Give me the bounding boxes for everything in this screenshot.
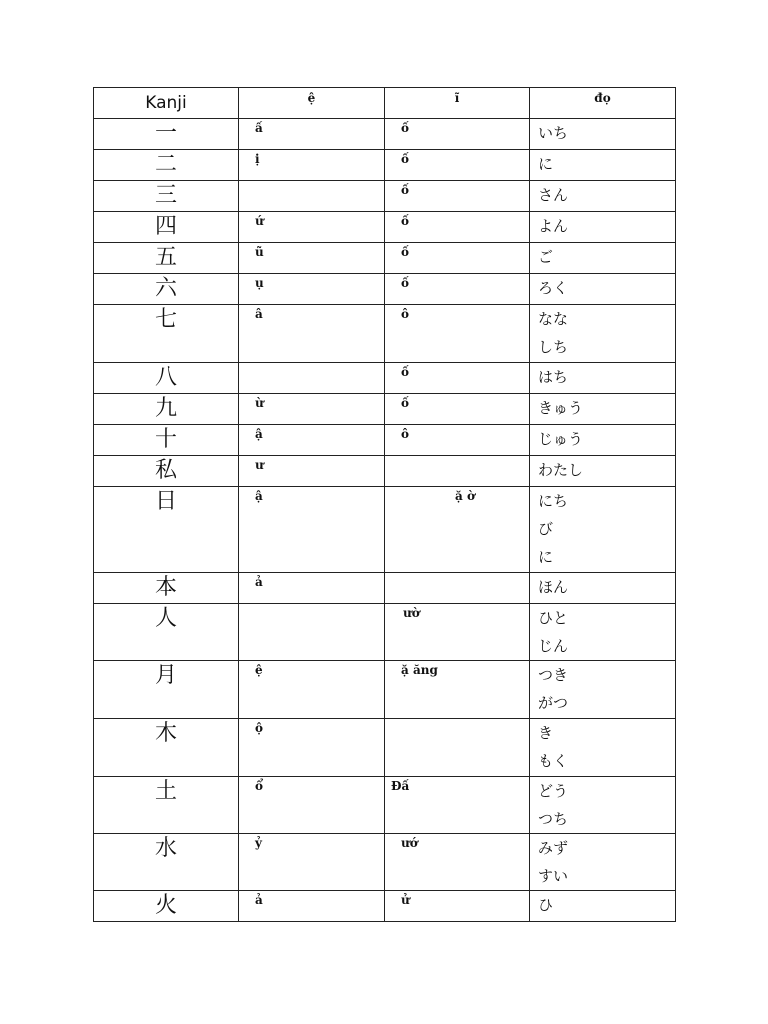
reading-2-cell bbox=[385, 573, 530, 604]
kanji-cell: 木 bbox=[94, 719, 239, 777]
kana-reading: よん bbox=[538, 217, 569, 235]
reading-1-cell: ổ bbox=[239, 777, 385, 834]
kanji-cell: 十 bbox=[94, 425, 239, 456]
kanji-cell: 四 bbox=[94, 212, 239, 243]
kana-reading: すい bbox=[538, 867, 569, 885]
kanji-cell: 五 bbox=[94, 243, 239, 274]
table-row bbox=[94, 425, 676, 456]
kanji-cell: 本 bbox=[94, 573, 239, 604]
reading-2-cell: ườ bbox=[385, 604, 530, 661]
table-row bbox=[94, 573, 676, 604]
kana-reading: ほん bbox=[538, 578, 569, 596]
reading-1-cell: ả bbox=[239, 891, 385, 922]
reading-2-cell bbox=[385, 719, 530, 777]
kana-cell bbox=[530, 425, 676, 456]
kana-cell bbox=[530, 456, 676, 487]
kana-cell bbox=[530, 181, 676, 212]
kana-reading: じゅう bbox=[538, 430, 584, 448]
header-row bbox=[94, 88, 676, 119]
kanji-cell: 一 bbox=[94, 119, 239, 150]
table-row bbox=[94, 119, 676, 150]
kana-reading: ひと bbox=[538, 609, 569, 627]
kanji-cell: 人 bbox=[94, 604, 239, 661]
table-row bbox=[94, 834, 676, 891]
kanji-cell: 八 bbox=[94, 363, 239, 394]
reading-2-cell: ố bbox=[385, 243, 530, 274]
reading-2-cell: ướ bbox=[385, 834, 530, 891]
table-row bbox=[94, 212, 676, 243]
kanji-cell: 七 bbox=[94, 305, 239, 363]
kana-cell bbox=[530, 212, 676, 243]
kanji-cell: 二 bbox=[94, 150, 239, 181]
kana-cell bbox=[530, 777, 676, 834]
kana-reading: ご bbox=[538, 248, 554, 266]
kana-reading: はち bbox=[538, 368, 569, 386]
table-row bbox=[94, 394, 676, 425]
reading-1-cell: ư bbox=[239, 456, 385, 487]
kana-cell bbox=[530, 891, 676, 922]
reading-1-cell: ấ bbox=[239, 119, 385, 150]
kana-reading: ひ bbox=[538, 896, 554, 914]
kana-cell bbox=[530, 119, 676, 150]
kana-reading: に bbox=[538, 548, 554, 566]
reading-1-cell: ũ bbox=[239, 243, 385, 274]
reading-1-cell bbox=[239, 604, 385, 661]
kana-reading: もく bbox=[538, 752, 569, 770]
reading-1-cell: ộ bbox=[239, 719, 385, 777]
reading-2-cell: ặ ăng bbox=[385, 661, 530, 719]
reading-1-cell bbox=[239, 181, 385, 212]
kana-reading: みず bbox=[538, 839, 569, 857]
reading-1-cell bbox=[239, 363, 385, 394]
kana-reading: なな bbox=[538, 310, 569, 328]
table-row bbox=[94, 456, 676, 487]
kanji-cell: 私 bbox=[94, 456, 239, 487]
reading-2-cell: ố bbox=[385, 119, 530, 150]
table-row bbox=[94, 181, 676, 212]
kanji-cell: 六 bbox=[94, 274, 239, 305]
reading-2-cell: ô bbox=[385, 305, 530, 363]
kana-reading: きゅう bbox=[538, 399, 584, 417]
reading-2-cell: ử bbox=[385, 891, 530, 922]
kanji-table bbox=[93, 87, 676, 922]
table-row bbox=[94, 777, 676, 834]
header-col-1: ệ bbox=[239, 88, 385, 119]
kana-reading: わたし bbox=[538, 461, 584, 479]
kana-reading: つち bbox=[538, 810, 569, 828]
reading-1-cell: ứ bbox=[239, 212, 385, 243]
kana-cell bbox=[530, 305, 676, 363]
kana-reading: ろく bbox=[538, 279, 569, 297]
reading-2-cell: ố bbox=[385, 181, 530, 212]
kanji-cell: 三 bbox=[94, 181, 239, 212]
reading-2-cell: ố bbox=[385, 212, 530, 243]
kanji-cell: 土 bbox=[94, 777, 239, 834]
kana-cell bbox=[530, 604, 676, 661]
reading-1-cell: ỷ bbox=[239, 834, 385, 891]
reading-1-cell: ậ bbox=[239, 487, 385, 573]
kana-reading: に bbox=[538, 155, 554, 173]
kana-reading: じん bbox=[538, 637, 569, 655]
reading-2-cell: ố bbox=[385, 363, 530, 394]
header-reading: đọ bbox=[530, 88, 676, 119]
kana-reading: いち bbox=[538, 124, 569, 142]
reading-1-cell: ừ bbox=[239, 394, 385, 425]
table-row bbox=[94, 363, 676, 394]
reading-2-cell: ố bbox=[385, 394, 530, 425]
reading-2-cell: ố bbox=[385, 150, 530, 181]
kanji-cell: 日 bbox=[94, 487, 239, 573]
kana-cell bbox=[530, 487, 676, 573]
table-row bbox=[94, 274, 676, 305]
header-col-2: ĩ bbox=[385, 88, 530, 119]
table-row bbox=[94, 719, 676, 777]
reading-1-cell: ị bbox=[239, 150, 385, 181]
table-row bbox=[94, 305, 676, 363]
reading-1-cell: ả bbox=[239, 573, 385, 604]
kana-cell bbox=[530, 834, 676, 891]
reading-1-cell: â bbox=[239, 305, 385, 363]
kanji-cell: 水 bbox=[94, 834, 239, 891]
reading-1-cell: ụ bbox=[239, 274, 385, 305]
kana-reading: がつ bbox=[538, 694, 569, 712]
kana-reading: どう bbox=[538, 782, 569, 800]
kana-reading: しち bbox=[538, 338, 569, 356]
header-kanji: Kanji bbox=[94, 88, 239, 119]
kana-cell bbox=[530, 719, 676, 777]
kana-reading: き bbox=[538, 724, 554, 742]
table-row bbox=[94, 487, 676, 573]
table-row bbox=[94, 243, 676, 274]
kana-reading: つき bbox=[538, 666, 569, 684]
kana-cell bbox=[530, 573, 676, 604]
table-row bbox=[94, 661, 676, 719]
table-row bbox=[94, 150, 676, 181]
reading-1-cell: ệ bbox=[239, 661, 385, 719]
kana-reading: さん bbox=[538, 186, 569, 204]
kana-cell bbox=[530, 243, 676, 274]
reading-2-cell: ố bbox=[385, 274, 530, 305]
reading-2-cell: ặ ờ bbox=[385, 487, 530, 573]
kanji-cell: 火 bbox=[94, 891, 239, 922]
kana-cell bbox=[530, 150, 676, 181]
reading-2-cell: ô bbox=[385, 425, 530, 456]
reading-2-cell bbox=[385, 456, 530, 487]
table-row bbox=[94, 604, 676, 661]
kana-cell bbox=[530, 274, 676, 305]
table-row bbox=[94, 891, 676, 922]
reading-2-cell: Đấ bbox=[385, 777, 530, 834]
kanji-cell: 月 bbox=[94, 661, 239, 719]
kana-reading: にち bbox=[538, 492, 569, 510]
reading-1-cell: ậ bbox=[239, 425, 385, 456]
kana-cell bbox=[530, 394, 676, 425]
kana-cell bbox=[530, 661, 676, 719]
kana-reading: び bbox=[538, 520, 554, 538]
kana-cell bbox=[530, 363, 676, 394]
kanji-cell: 九 bbox=[94, 394, 239, 425]
